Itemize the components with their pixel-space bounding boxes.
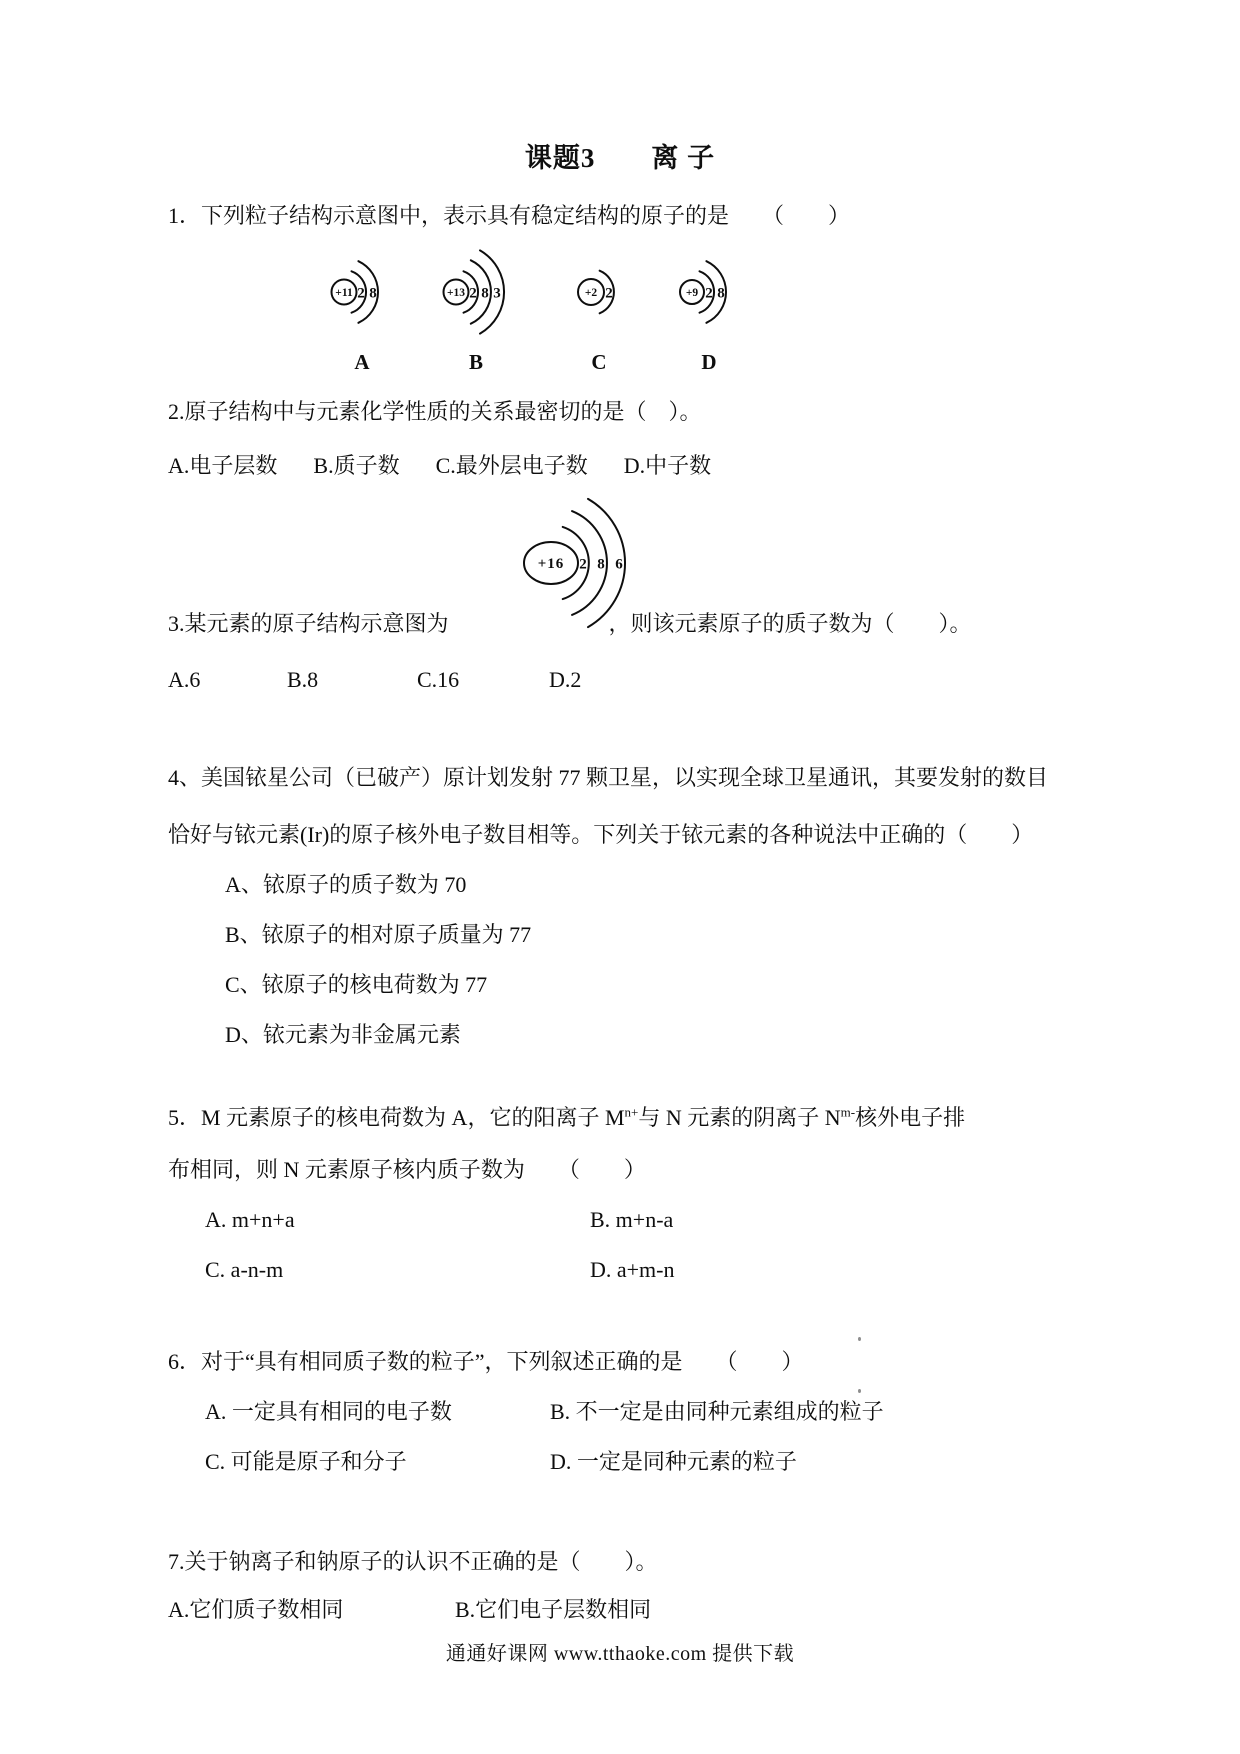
question-4-text-line1: 4、美国铱星公司（已破产）原计划发射 77 颗卫星，以实现全球卫星通讯，其要发射的数目 bbox=[168, 765, 1049, 790]
nucleus-charge: +13 bbox=[446, 287, 466, 299]
shell-count: 3 bbox=[493, 285, 501, 302]
shell-count: 8 bbox=[369, 285, 377, 302]
download-source-footer: 通通好课网 www.tthaoke.com 提供下载 bbox=[445, 1643, 795, 1665]
anion-superscript: m- bbox=[840, 1104, 856, 1120]
shell-count: 2 bbox=[469, 285, 477, 302]
option-b: B.8 bbox=[287, 667, 319, 692]
option-b: B、铱原子的相对原子质量为 77 bbox=[225, 922, 532, 947]
question-5-text-line2: 布相同，则 N 元素原子核内质子数为 （ ） bbox=[168, 1157, 646, 1182]
scan-artifact-dot bbox=[858, 1337, 861, 1341]
atom-structure-icon bbox=[442, 247, 510, 337]
option-b: B. 不一定是由同种元素组成的粒子 bbox=[550, 1399, 884, 1424]
question-3-text-before: 3.某元素的原子结构示意图为 bbox=[168, 611, 449, 636]
question-2-options bbox=[168, 451, 1240, 481]
question-5-text-line1 bbox=[168, 1103, 1100, 1133]
nucleus-charge: +2 bbox=[584, 287, 598, 299]
option-a: A.电子层数 bbox=[168, 453, 278, 478]
shell-count: 2 bbox=[357, 285, 365, 302]
shell-count: 8 bbox=[597, 556, 605, 573]
shell-count: 6 bbox=[615, 556, 623, 573]
option-a: A. m+n+a bbox=[205, 1207, 295, 1232]
page-title: 课题3 离 子 bbox=[524, 143, 716, 173]
nucleus-charge: +9 bbox=[685, 287, 699, 299]
option-d: D.中子数 bbox=[623, 453, 712, 478]
question-4-options bbox=[225, 870, 1240, 1050]
diagram-label-a: A bbox=[354, 350, 370, 374]
diagram-label-d: D bbox=[701, 350, 717, 374]
cation-superscript: n+ bbox=[624, 1104, 639, 1120]
question-3-text bbox=[168, 609, 1100, 639]
option-a: A. 一定具有相同的电子数 bbox=[205, 1399, 452, 1424]
question-5-segment: 核外电子排 bbox=[855, 1105, 966, 1130]
question-4-text-line2: 恰好与铱元素(Ir)的原子核外电子数目相等。下列关于铱元素的各种说法中正确的（ ） bbox=[168, 822, 1034, 847]
atom-diagram-c bbox=[576, 247, 622, 375]
atom-diagram-d bbox=[678, 247, 740, 375]
option-d: D. 一定是同种元素的粒子 bbox=[550, 1449, 797, 1474]
atom-structure-icon bbox=[330, 247, 394, 337]
shell-count: 8 bbox=[717, 285, 725, 302]
option-b: B.它们电子层数相同 bbox=[455, 1597, 652, 1622]
nucleus-charge: +16 bbox=[537, 556, 565, 572]
question-5-options bbox=[205, 1205, 1240, 1285]
option-c: C. a-n-m bbox=[205, 1257, 284, 1282]
atom-diagram-b bbox=[442, 247, 510, 375]
option-c: C.最外层电子数 bbox=[435, 453, 588, 478]
option-d: D、铱元素为非金属元素 bbox=[225, 1022, 461, 1047]
nucleus-charge: +11 bbox=[335, 287, 353, 299]
question-5-segment: 与 N 元素的阴离子 N bbox=[638, 1105, 841, 1130]
question-6-options bbox=[205, 1397, 1240, 1477]
option-c: C. 可能是原子和分子 bbox=[205, 1449, 407, 1474]
option-a: A.6 bbox=[168, 667, 201, 692]
diagram-label-c: C bbox=[591, 350, 607, 374]
atom-diagram-row bbox=[330, 247, 1240, 375]
question-2-text: 2.原子结构中与元素化学性质的关系最密切的是（ ）。 bbox=[168, 399, 702, 424]
option-b: B.质子数 bbox=[313, 453, 400, 478]
shell-count: 2 bbox=[579, 556, 587, 573]
question-5-segment: 5．M 元素原子的核电荷数为 A，它的阳离子 M bbox=[168, 1105, 625, 1130]
option-c: C、铱原子的核电荷数为 77 bbox=[225, 972, 488, 997]
question-3-text-after: ，则该元素原子的质子数为（ ）。 bbox=[608, 611, 972, 636]
atom-structure-icon bbox=[678, 247, 740, 337]
option-b: B. m+n-a bbox=[590, 1207, 674, 1232]
shell-count: 8 bbox=[481, 285, 489, 302]
option-a: A、铱原子的质子数为 70 bbox=[225, 872, 467, 897]
option-a: A.它们质子数相同 bbox=[168, 1597, 344, 1622]
option-c: C.16 bbox=[417, 667, 460, 692]
question-1-text: 1．下列粒子结构示意图中，表示具有稳定结构的原子的是 （ ） bbox=[168, 203, 851, 228]
question-7-options bbox=[168, 1595, 1240, 1625]
question-3-options bbox=[168, 665, 1240, 695]
shell-count: 2 bbox=[705, 285, 713, 302]
option-d: D.2 bbox=[549, 667, 582, 692]
scan-artifact-dot bbox=[858, 1389, 861, 1393]
question-7-text: 7.关于钠离子和钠原子的认识不正确的是（ ）。 bbox=[168, 1549, 658, 1574]
atom-diagram-a bbox=[330, 247, 394, 375]
question-6-text: 6．对于“具有相同质子数的粒子”，下列叙述正确的是 （ ） bbox=[168, 1349, 804, 1374]
option-d: D. a+m-n bbox=[590, 1257, 675, 1282]
atom-structure-icon bbox=[576, 247, 622, 337]
shell-count: 2 bbox=[605, 285, 613, 302]
diagram-label-b: B bbox=[468, 350, 483, 374]
